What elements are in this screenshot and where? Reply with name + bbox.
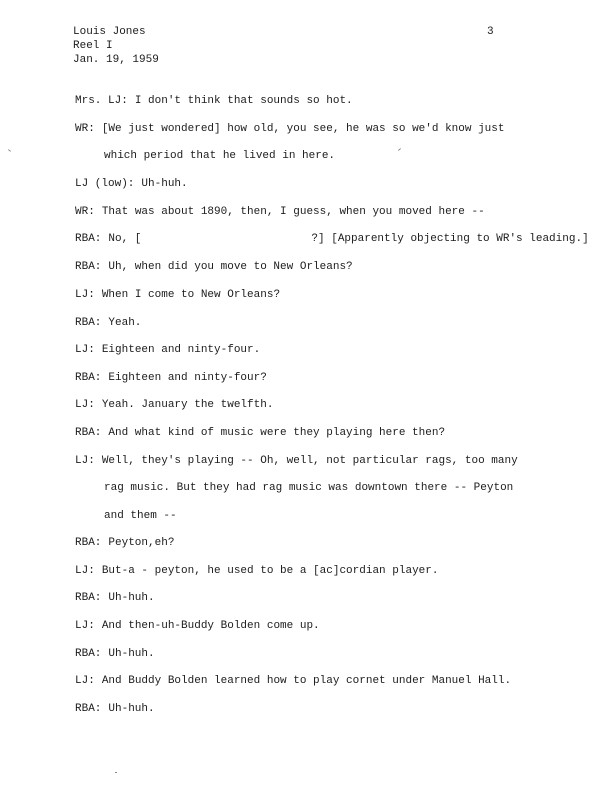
transcript-entry	[75, 95, 353, 108]
scan-speck	[8, 149, 11, 152]
speech-text: Uh-huh.	[141, 178, 188, 190]
speaker-label: LJ:	[75, 620, 95, 632]
transcript-entry	[75, 592, 155, 605]
speaker-label: LJ:	[75, 289, 95, 301]
speech-continuation: which period that he lived in here.	[104, 150, 336, 162]
speech-text: Yeah.	[108, 317, 142, 329]
transcript-entry	[75, 675, 511, 688]
transcript-entry	[75, 178, 188, 191]
speaker-label: RBA:	[75, 233, 102, 245]
speaker-label: LJ:	[75, 344, 95, 356]
speech-text: Well, they's playing -- Oh, well, not particular rags, too many	[101, 455, 518, 467]
transcript-entry	[75, 703, 155, 716]
transcript-entry	[75, 344, 260, 357]
speech-text: But-a - peyton, he used to be a [ac]cordian player.	[101, 565, 439, 577]
transcript-entry	[75, 261, 353, 274]
transcript-entry	[75, 317, 141, 330]
speech-text: And Buddy Bolden learned how to play cornet under Manuel Hall.	[101, 675, 512, 687]
transcript-entry	[75, 455, 518, 468]
speaker-label: Mrs. LJ:	[75, 95, 128, 107]
speech-text: When I come to New Orleans?	[101, 289, 281, 301]
speech-text: [We just wondered] how old, you see, he was so we'd know just	[101, 123, 505, 135]
transcript-entry	[75, 123, 504, 136]
speaker-label: WR:	[75, 123, 95, 135]
scan-speck	[115, 772, 117, 773]
speech-text: Uh, when did you move to New Orleans?	[108, 261, 353, 273]
speaker-label: RBA:	[75, 592, 102, 604]
speaker-label: LJ:	[75, 399, 95, 411]
speech-text: Uh-huh.	[108, 703, 155, 715]
speaker-label: RBA:	[75, 648, 102, 660]
speech-text: And then-uh-Buddy Bolden come up.	[101, 620, 320, 632]
reel-label: Reel I	[73, 40, 113, 52]
speech-text: Peyton,eh?	[108, 537, 175, 549]
speech-continuation: rag music. But they had rag music was downtown there -- Peyton	[104, 482, 514, 494]
speaker-label: LJ:	[75, 455, 95, 467]
transcript-entry	[75, 372, 267, 385]
speaker-label: RBA:	[75, 317, 102, 329]
speaker-label: RBA:	[75, 372, 102, 384]
editor-note: ?] [Apparently objecting to WR's leading.]	[311, 233, 589, 245]
speech-text: Eighteen and ninty-four.	[101, 344, 261, 356]
transcript-entry	[75, 233, 589, 246]
transcript-entry	[75, 289, 280, 302]
transcript-entry	[75, 206, 485, 219]
speech-continuation: and them --	[104, 510, 177, 522]
speech-text: That was about 1890, then, I guess, when you moved here --	[101, 206, 485, 218]
transcript-entry	[75, 565, 438, 578]
transcript-entry	[75, 399, 273, 412]
speaker-label: LJ (low):	[75, 178, 135, 190]
transcript-entry	[75, 537, 174, 550]
page-number: 3	[487, 26, 494, 38]
speaker-label: RBA:	[75, 703, 102, 715]
speaker-label: RBA:	[75, 537, 102, 549]
speech-text: And what kind of music were they playing here then?	[108, 427, 446, 439]
speaker-label: RBA:	[75, 427, 102, 439]
scan-speck	[398, 148, 401, 151]
interview-date: Jan. 19, 1959	[73, 54, 159, 66]
speech-text: Uh-huh.	[108, 648, 155, 660]
speaker-label: LJ:	[75, 675, 95, 687]
transcript-entry	[75, 620, 320, 633]
transcript-entry	[75, 427, 445, 440]
speaker-label: RBA:	[75, 261, 102, 273]
transcript-entry	[75, 648, 155, 661]
speech-text: Yeah. January the twelfth.	[101, 399, 274, 411]
speech-text: No, [	[108, 233, 142, 245]
speaker-label: LJ:	[75, 565, 95, 577]
speech-text: I don't think that sounds so hot.	[134, 95, 353, 107]
speech-text: Uh-huh.	[108, 592, 155, 604]
interviewee-name: Louis Jones	[73, 26, 146, 38]
speech-text: Eighteen and ninty-four?	[108, 372, 267, 384]
speaker-label: WR:	[75, 206, 95, 218]
